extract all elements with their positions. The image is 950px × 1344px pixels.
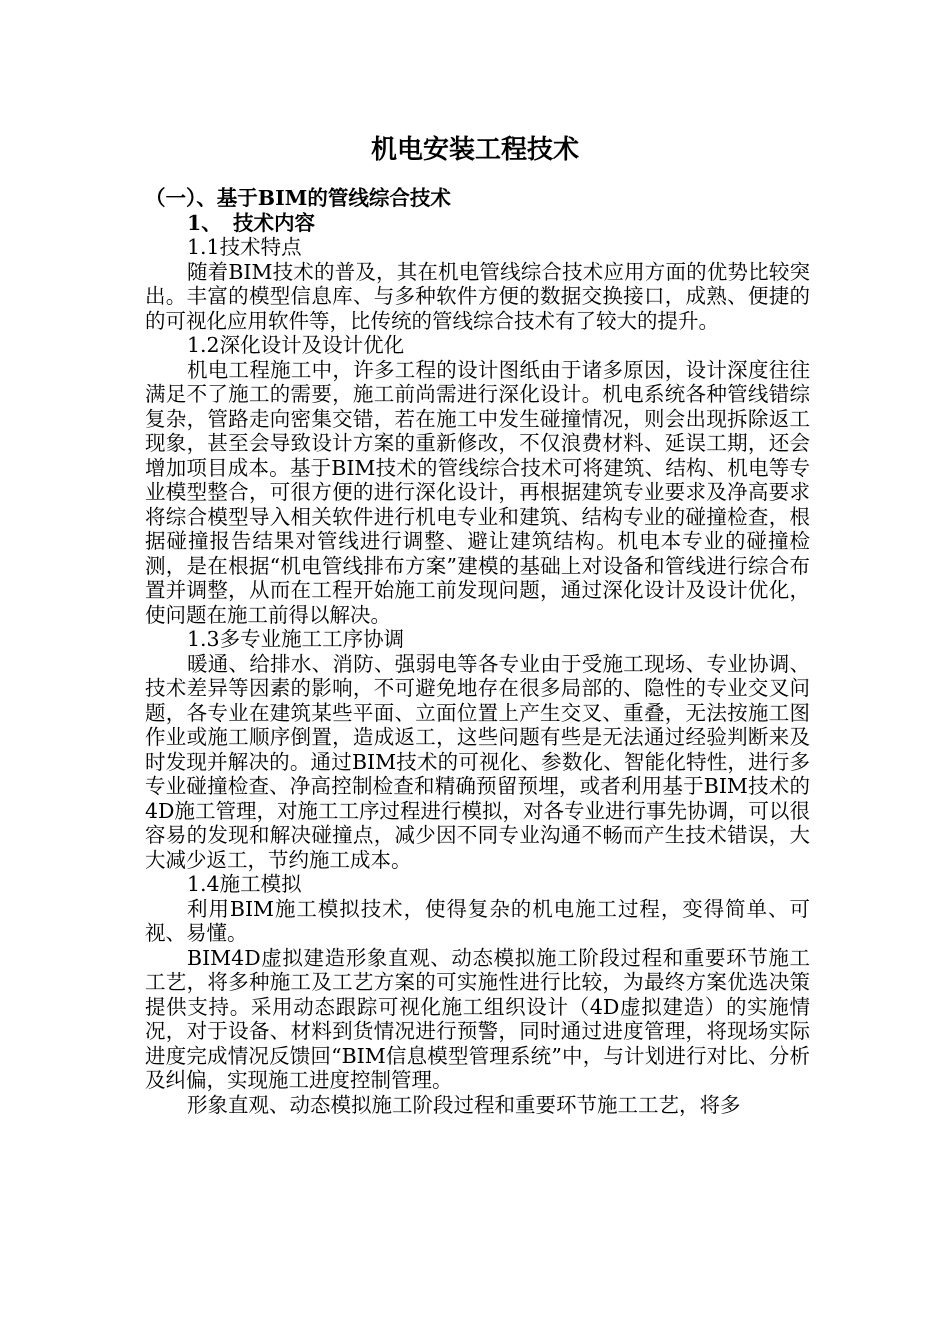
item-heading-1-4: 1.4施工模拟 <box>187 872 302 896</box>
paragraph-1-3: 暖通、给排水、消防、强弱电等各专业由于受施工现场、专业协调、技术差异等因素的影响，不可避免地存在很多局部的、隐性的专业交叉问题，各专业在建筑某些平面、立面位置上产生交叉、重叠，无法按施工图作业或施工顺序倒置，造成返工，这些问题有些是无法通过经验判断来及时发现并解决的。通过BIM技术的可视化、参数化、智能化特性，进行多专业碰撞检查、净高控制检查和精确预留预埋，或者利用基于BIM技术的4D施工管理，对施工工序过程进行模拟，对各专业进行事先协调，可以很容易的发现和解决碰撞点，减少因不同专业沟通不畅而产生技术错误，大大减少返工，节约施工成本。 <box>145 651 810 872</box>
document-title: 机电安装工程技术 <box>370 135 579 165</box>
document-body <box>145 186 810 1117</box>
paragraph-1-2: 机电工程施工中，许多工程的设计图纸由于诸多原因，设计深度往往满足不了施工的需要，施工前尚需进行深化设计。机电系统各种管线错综复杂，管路走向密集交错，若在施工中发生碰撞情况，则会出现拆除返工现象，甚至会导致设计方案的重新修改，不仅浪费材料、延误工期，还会增加项目成本。基于BIM技术的管线综合技术可将建筑、结构、机电等专业模型整合，可很方便的进行深化设计，再根据建筑专业要求及净高要求将综合模型导入相关软件进行机电专业和建筑、结构专业的碰撞检查，根据碰撞报告结果对管线进行调整、避让建筑结构。机电本专业的碰撞检测，是在根据“机电管线排布方案”建模的基础上对设备和管线进行综合布置并调整，从而在工程开始施工前发现问题，通过深化设计及设计优化，使问题在施工前得以解决。 <box>145 357 810 627</box>
subsection-title: 技术内容 <box>233 210 315 235</box>
section-heading: （一）、基于BIM的管线综合技术 <box>145 186 451 210</box>
item-heading-1-2: 1.2深化设计及设计优化 <box>187 333 405 357</box>
paragraph-1-4-b: BIM4D虚拟建造形象直观、动态模拟施工阶段过程和重要环节施工工艺，将多种施工及工艺方案的可实施性进行比较，为最终方案优选决策提供支持。采用动态跟踪可视化施工组织设计（4D虚拟建造）的实施情况，对于设备、材料到货情况进行预警，同时通过进度管理，将现场实际进度完成情况反馈回“BIM信息模型管理系统”中，与计划进行对比、分析及纠偏，实现施工进度控制管理。 <box>145 945 810 1092</box>
item-heading-1-1: 1.1技术特点 <box>187 235 302 259</box>
item-heading-1-3: 1.3多专业施工工序协调 <box>187 627 405 651</box>
paragraph-1-4-c: 形象直观、动态模拟施工阶段过程和重要环节施工工艺，将多 <box>187 1092 741 1117</box>
paragraph-1-1: 随着BIM技术的普及，其在机电管线综合技术应用方面的优势比较突出。丰富的模型信息库、与多种软件方便的数据交换接口，成熟、便捷的的可视化应用软件等，比传统的管线综合技术有了较大的提升。 <box>145 259 810 333</box>
subsection-number: 1、 <box>187 210 222 235</box>
subsection-heading <box>145 211 810 236</box>
paragraph-1-4-a: 利用BIM施工模拟技术，使得复杂的机电施工过程，变得简单、可视、易懂。 <box>145 896 810 945</box>
